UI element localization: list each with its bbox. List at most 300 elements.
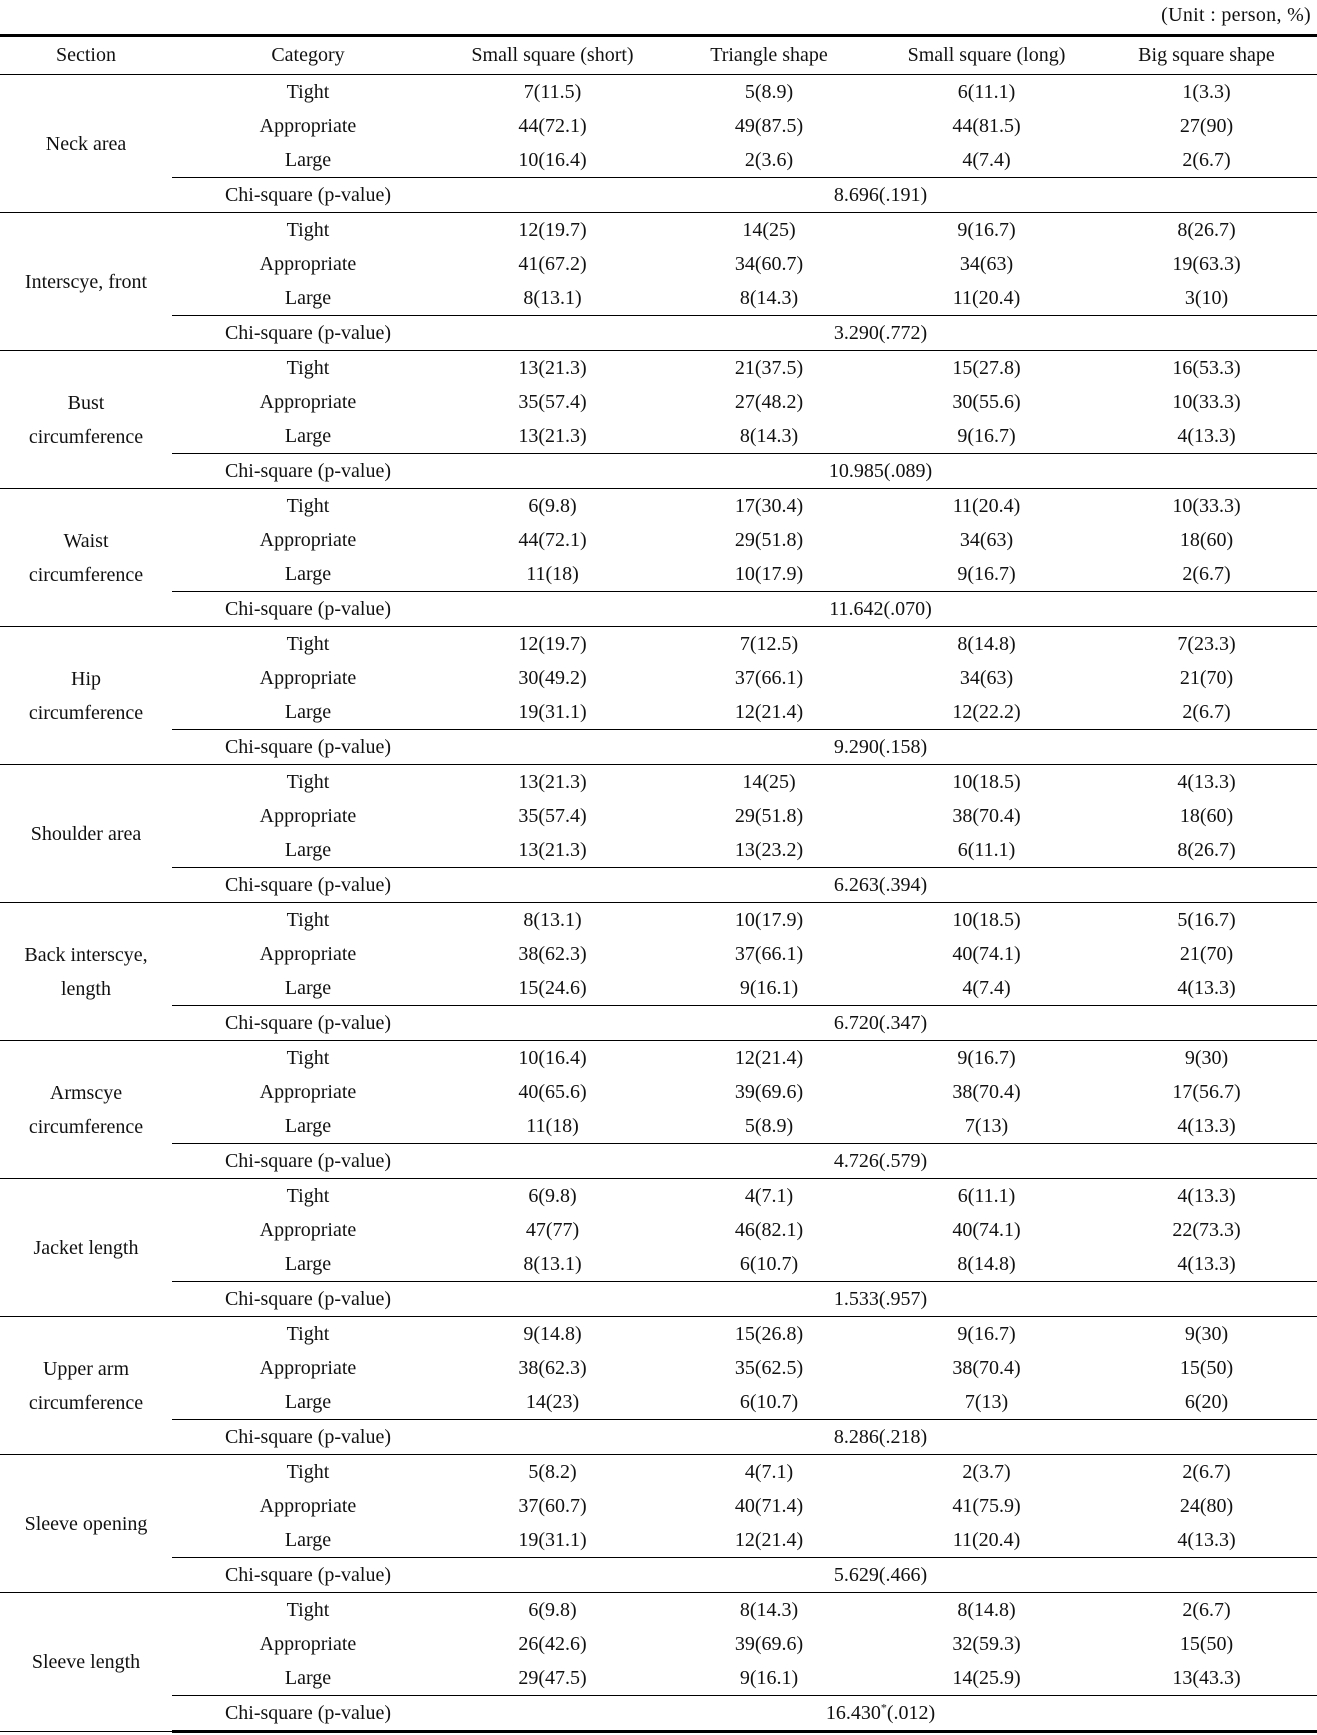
value-cell: 4(13.3) bbox=[1177, 1253, 1236, 1275]
category-cell: Tight bbox=[286, 771, 330, 793]
value-cell: 9(16.7) bbox=[957, 1047, 1016, 1069]
category-cell: Large bbox=[284, 1529, 332, 1551]
value-cell: 3(10) bbox=[1184, 287, 1229, 309]
value-cell: 6(20) bbox=[1184, 1391, 1229, 1413]
table-row bbox=[0, 661, 1317, 695]
table-row bbox=[0, 833, 1317, 868]
category-cell: Appropriate bbox=[259, 529, 357, 551]
chi-square-row bbox=[0, 1558, 1317, 1593]
value-cell: 10(16.4) bbox=[518, 1047, 587, 1069]
value-cell: 21(70) bbox=[1179, 943, 1234, 965]
value-cell: 9(14.8) bbox=[523, 1323, 582, 1345]
header-section: Section bbox=[0, 36, 172, 75]
chi-square-text bbox=[826, 1702, 935, 1724]
category-cell: Large bbox=[284, 149, 332, 171]
value-cell: 15(50) bbox=[1179, 1357, 1234, 1379]
category-cell: Large bbox=[284, 563, 332, 585]
chi-square-value bbox=[444, 454, 1317, 489]
chi-square-label: Chi-square (p-value) bbox=[172, 1420, 444, 1455]
value-cell: 7(13) bbox=[964, 1391, 1009, 1413]
value-cell: 38(70.4) bbox=[952, 1081, 1021, 1103]
value-cell: 15(50) bbox=[1179, 1633, 1234, 1655]
value-cell: 35(62.5) bbox=[734, 1357, 804, 1379]
chi-square-value bbox=[444, 1144, 1317, 1179]
table-row bbox=[0, 1385, 1317, 1420]
section-name bbox=[0, 1593, 172, 1732]
value-cell: 5(8.9) bbox=[744, 81, 794, 103]
value-cell: 4(13.3) bbox=[1177, 977, 1236, 999]
value-cell: 38(62.3) bbox=[518, 943, 587, 965]
chi-square-text: 3.290(.772) bbox=[833, 322, 928, 344]
value-cell: 18(60) bbox=[1179, 805, 1234, 827]
table-row bbox=[0, 351, 1317, 386]
value-cell: 7(11.5) bbox=[523, 81, 582, 103]
chi-square-row bbox=[0, 1144, 1317, 1179]
value-cell: 10(17.9) bbox=[734, 563, 804, 585]
category-cell: Large bbox=[284, 287, 332, 309]
value-cell: 8(13.1) bbox=[523, 1253, 582, 1275]
value-cell: 13(21.3) bbox=[518, 357, 587, 379]
table-row bbox=[0, 695, 1317, 730]
table-row bbox=[0, 75, 1317, 110]
header-big-square-shape: Big square shape bbox=[1096, 36, 1317, 75]
value-cell: 15(27.8) bbox=[952, 357, 1021, 379]
value-cell: 6(10.7) bbox=[739, 1253, 799, 1275]
value-cell: 27(90) bbox=[1179, 115, 1234, 137]
table-row bbox=[0, 1247, 1317, 1282]
section-name-line: Bust bbox=[67, 391, 105, 414]
value-cell: 7(12.5) bbox=[739, 633, 799, 655]
value-cell: 2(6.7) bbox=[1182, 149, 1231, 171]
table-row bbox=[0, 109, 1317, 143]
chi-square-label: Chi-square (p-value) bbox=[172, 730, 444, 765]
chi-square-text: 11.642(.070) bbox=[829, 598, 932, 620]
table-row bbox=[0, 489, 1317, 524]
section-name-line: Back interscye, bbox=[24, 943, 148, 966]
section-name-line: circumference bbox=[28, 701, 144, 724]
category-cell: Tight bbox=[286, 357, 330, 379]
chi-square-value bbox=[444, 316, 1317, 351]
value-cell: 9(16.7) bbox=[957, 425, 1016, 447]
value-cell: 40(65.6) bbox=[518, 1081, 587, 1103]
value-cell: 13(21.3) bbox=[518, 425, 587, 447]
value-cell: 35(57.4) bbox=[518, 805, 587, 827]
value-cell: 9(16.7) bbox=[957, 563, 1016, 585]
value-cell: 10(33.3) bbox=[1172, 391, 1241, 413]
value-cell: 15(26.8) bbox=[734, 1323, 804, 1345]
value-cell: 21(70) bbox=[1179, 667, 1234, 689]
value-cell: 13(43.3) bbox=[1172, 1667, 1241, 1689]
value-cell: 4(7.1) bbox=[744, 1461, 794, 1483]
chi-square-text: 5.629(.466) bbox=[833, 1564, 928, 1586]
value-cell: 6(10.7) bbox=[739, 1391, 799, 1413]
value-cell: 2(6.7) bbox=[1182, 1461, 1231, 1483]
chi-square-label: Chi-square (p-value) bbox=[172, 592, 444, 627]
chi-square-value bbox=[444, 1696, 1317, 1732]
table-row bbox=[0, 1593, 1317, 1628]
value-cell: 26(42.6) bbox=[518, 1633, 587, 1655]
value-cell: 29(51.8) bbox=[734, 805, 804, 827]
category-cell: Appropriate bbox=[259, 943, 357, 965]
chi-square-text: 10.985(.089) bbox=[828, 460, 933, 482]
value-cell: 12(19.7) bbox=[518, 219, 587, 241]
category-cell: Appropriate bbox=[259, 667, 357, 689]
value-cell: 12(22.2) bbox=[952, 701, 1021, 723]
value-cell: 9(16.1) bbox=[739, 977, 799, 999]
table-row bbox=[0, 937, 1317, 971]
value-cell: 11(18) bbox=[526, 563, 579, 585]
table-row bbox=[0, 143, 1317, 178]
category-cell: Tight bbox=[286, 1323, 330, 1345]
value-cell: 9(30) bbox=[1184, 1323, 1229, 1345]
section-name bbox=[0, 75, 172, 213]
table-row bbox=[0, 1351, 1317, 1385]
chi-square-row bbox=[0, 178, 1317, 213]
value-cell: 32(59.3) bbox=[952, 1633, 1021, 1655]
table-row bbox=[0, 1317, 1317, 1352]
value-cell: 11(18) bbox=[526, 1115, 579, 1137]
value-cell: 8(14.8) bbox=[957, 633, 1016, 655]
value-cell: 14(25) bbox=[742, 219, 796, 241]
value-cell: 13(21.3) bbox=[518, 839, 587, 861]
value-cell: 44(72.1) bbox=[518, 529, 587, 551]
table-row bbox=[0, 765, 1317, 800]
table-row bbox=[0, 419, 1317, 454]
chi-square-label: Chi-square (p-value) bbox=[172, 316, 444, 351]
chi-square-row bbox=[0, 1696, 1317, 1732]
category-cell: Appropriate bbox=[259, 805, 357, 827]
section-name-line: circumference bbox=[28, 563, 144, 586]
value-cell: 24(80) bbox=[1179, 1495, 1234, 1517]
category-cell: Large bbox=[284, 701, 332, 723]
category-cell: Large bbox=[284, 1115, 332, 1137]
category-cell: Appropriate bbox=[259, 1219, 357, 1241]
value-cell: 11(20.4) bbox=[952, 495, 1021, 517]
category-cell: Large bbox=[284, 425, 332, 447]
section-name bbox=[0, 1041, 172, 1179]
table-row bbox=[0, 523, 1317, 557]
category-cell: Large bbox=[284, 977, 332, 999]
chi-square-value bbox=[444, 1420, 1317, 1455]
value-cell: 5(8.9) bbox=[744, 1115, 794, 1137]
table-row bbox=[0, 1523, 1317, 1558]
header-small-square-short: Small square (short) bbox=[444, 36, 661, 75]
section-name bbox=[0, 213, 172, 351]
section-name bbox=[0, 351, 172, 489]
chi-square-label: Chi-square (p-value) bbox=[172, 1006, 444, 1041]
chi-square-text: 9.290(.158) bbox=[833, 736, 928, 758]
chi-square-value bbox=[444, 1558, 1317, 1593]
value-cell: 13(23.2) bbox=[734, 839, 804, 861]
table-row bbox=[0, 1661, 1317, 1696]
chi-square-label: Chi-square (p-value) bbox=[172, 1696, 444, 1732]
value-cell: 4(7.4) bbox=[962, 977, 1011, 999]
category-cell: Tight bbox=[286, 81, 330, 103]
table-row bbox=[0, 557, 1317, 592]
value-cell: 41(67.2) bbox=[518, 253, 587, 275]
value-cell: 49(87.5) bbox=[734, 115, 804, 137]
value-cell: 8(14.8) bbox=[957, 1253, 1016, 1275]
table-row bbox=[0, 799, 1317, 833]
section-name-line: circumference bbox=[28, 1391, 144, 1414]
chi-square-text: 8.286(.218) bbox=[833, 1426, 928, 1448]
section-name bbox=[0, 765, 172, 903]
results-table bbox=[0, 34, 1317, 1733]
table-row bbox=[0, 247, 1317, 281]
category-cell: Large bbox=[284, 839, 332, 861]
value-cell: 30(55.6) bbox=[952, 391, 1021, 413]
value-cell: 29(51.8) bbox=[734, 529, 804, 551]
table-row bbox=[0, 627, 1317, 662]
chi-statistic: 16.430 bbox=[825, 1702, 881, 1724]
value-cell: 15(24.6) bbox=[518, 977, 587, 999]
section-name-line: circumference bbox=[28, 425, 144, 448]
significance-marker: * bbox=[880, 1700, 887, 1715]
category-cell: Appropriate bbox=[259, 391, 357, 413]
category-cell: Appropriate bbox=[259, 1357, 357, 1379]
value-cell: 4(13.3) bbox=[1177, 425, 1236, 447]
chi-square-value bbox=[444, 592, 1317, 627]
value-cell: 8(14.8) bbox=[957, 1599, 1016, 1621]
section-name-line: Sleeve opening bbox=[24, 1512, 148, 1535]
value-cell: 2(6.7) bbox=[1182, 1599, 1231, 1621]
value-cell: 9(16.1) bbox=[739, 1667, 799, 1689]
value-cell: 4(13.3) bbox=[1177, 1115, 1236, 1137]
value-cell: 34(63) bbox=[959, 667, 1014, 689]
chi-square-value bbox=[444, 730, 1317, 765]
chi-square-text: 6.720(.347) bbox=[833, 1012, 928, 1034]
value-cell: 4(13.3) bbox=[1177, 771, 1236, 793]
value-cell: 39(69.6) bbox=[734, 1633, 804, 1655]
chi-square-value bbox=[444, 868, 1317, 903]
value-cell: 17(56.7) bbox=[1172, 1081, 1241, 1103]
category-cell: Appropriate bbox=[259, 1633, 357, 1655]
value-cell: 38(62.3) bbox=[518, 1357, 587, 1379]
value-cell: 37(60.7) bbox=[518, 1495, 587, 1517]
value-cell: 30(49.2) bbox=[518, 667, 587, 689]
value-cell: 12(21.4) bbox=[734, 701, 804, 723]
header-small-square-long: Small square (long) bbox=[877, 36, 1096, 75]
value-cell: 6(9.8) bbox=[528, 1185, 577, 1207]
header-row bbox=[0, 36, 1317, 75]
section-name-line: Upper arm bbox=[42, 1357, 130, 1380]
table-row bbox=[0, 1109, 1317, 1144]
value-cell: 2(3.6) bbox=[744, 149, 794, 171]
value-cell: 34(60.7) bbox=[734, 253, 804, 275]
table-row bbox=[0, 1489, 1317, 1523]
value-cell: 8(13.1) bbox=[523, 909, 582, 931]
category-cell: Appropriate bbox=[259, 1495, 357, 1517]
value-cell: 38(70.4) bbox=[952, 805, 1021, 827]
chi-square-row bbox=[0, 454, 1317, 489]
value-cell: 10(18.5) bbox=[952, 771, 1021, 793]
category-cell: Tight bbox=[286, 219, 330, 241]
value-cell: 4(13.3) bbox=[1177, 1185, 1236, 1207]
chi-square-text: 6.263(.394) bbox=[833, 874, 928, 896]
value-cell: 7(13) bbox=[964, 1115, 1009, 1137]
chi-square-value bbox=[444, 178, 1317, 213]
category-cell: Appropriate bbox=[259, 115, 357, 137]
category-cell: Tight bbox=[286, 909, 330, 931]
value-cell: 47(77) bbox=[525, 1219, 580, 1241]
value-cell: 12(19.7) bbox=[518, 633, 587, 655]
value-cell: 5(8.2) bbox=[528, 1461, 577, 1483]
value-cell: 2(6.7) bbox=[1182, 701, 1231, 723]
header-triangle-shape: Triangle shape bbox=[661, 36, 877, 75]
value-cell: 21(37.5) bbox=[734, 357, 804, 379]
value-cell: 8(26.7) bbox=[1177, 839, 1236, 861]
value-cell: 8(26.7) bbox=[1177, 219, 1236, 241]
section-name-line: Waist bbox=[63, 529, 109, 552]
section-name-line: Neck area bbox=[45, 132, 127, 155]
value-cell: 11(20.4) bbox=[952, 287, 1021, 309]
header-category: Category bbox=[172, 36, 444, 75]
table-row bbox=[0, 1455, 1317, 1490]
value-cell: 4(7.4) bbox=[962, 149, 1011, 171]
category-cell: Large bbox=[284, 1253, 332, 1275]
value-cell: 29(47.5) bbox=[518, 1667, 587, 1689]
value-cell: 35(57.4) bbox=[518, 391, 587, 413]
section-name-line: Jacket length bbox=[33, 1236, 139, 1259]
value-cell: 8(14.3) bbox=[739, 287, 799, 309]
section-name bbox=[0, 489, 172, 627]
section-name-line: Hip bbox=[71, 667, 101, 690]
chi-square-text: 1.533(.957) bbox=[833, 1288, 928, 1310]
table-row bbox=[0, 213, 1317, 248]
section-name bbox=[0, 1317, 172, 1455]
category-cell: Appropriate bbox=[259, 1081, 357, 1103]
value-cell: 34(63) bbox=[959, 529, 1014, 551]
category-cell: Tight bbox=[286, 1599, 330, 1621]
table-row bbox=[0, 1075, 1317, 1109]
chi-square-value bbox=[444, 1006, 1317, 1041]
value-cell: 14(25) bbox=[742, 771, 796, 793]
category-cell: Appropriate bbox=[259, 253, 357, 275]
value-cell: 19(31.1) bbox=[518, 1529, 587, 1551]
value-cell: 14(25.9) bbox=[952, 1667, 1021, 1689]
table-row bbox=[0, 971, 1317, 1006]
table-row bbox=[0, 1627, 1317, 1661]
value-cell: 10(33.3) bbox=[1172, 495, 1241, 517]
value-cell: 12(21.4) bbox=[734, 1047, 804, 1069]
section-name bbox=[0, 627, 172, 765]
value-cell: 17(30.4) bbox=[734, 495, 804, 517]
value-cell: 27(48.2) bbox=[734, 391, 804, 413]
section-name-line: Sleeve length bbox=[31, 1651, 141, 1673]
value-cell: 6(9.8) bbox=[528, 495, 577, 517]
chi-square-label: Chi-square (p-value) bbox=[172, 1558, 444, 1593]
value-cell: 19(63.3) bbox=[1172, 253, 1241, 275]
category-cell: Tight bbox=[286, 495, 330, 517]
section-name-line: circumference bbox=[28, 1115, 144, 1138]
chi-square-row bbox=[0, 1420, 1317, 1455]
value-cell: 10(17.9) bbox=[734, 909, 804, 931]
section-name-line: Armscye bbox=[49, 1081, 123, 1104]
chi-square-label: Chi-square (p-value) bbox=[172, 178, 444, 213]
value-cell: 22(73.3) bbox=[1172, 1219, 1241, 1241]
value-cell: 4(13.3) bbox=[1177, 1529, 1236, 1551]
value-cell: 38(70.4) bbox=[952, 1357, 1021, 1379]
section-name-line: length bbox=[61, 977, 111, 1000]
value-cell: 46(82.1) bbox=[734, 1219, 804, 1241]
table-row bbox=[0, 385, 1317, 419]
chi-square-row bbox=[0, 1282, 1317, 1317]
category-cell: Tight bbox=[286, 1185, 330, 1207]
value-cell: 10(18.5) bbox=[952, 909, 1021, 931]
chi-square-text: 8.696(.191) bbox=[833, 184, 928, 206]
value-cell: 34(63) bbox=[959, 253, 1014, 275]
table-row bbox=[0, 903, 1317, 938]
value-cell: 19(31.1) bbox=[518, 701, 587, 723]
category-cell: Tight bbox=[286, 633, 330, 655]
value-cell: 9(30) bbox=[1184, 1047, 1229, 1069]
value-cell: 8(14.3) bbox=[739, 425, 799, 447]
table-row bbox=[0, 1179, 1317, 1214]
value-cell: 6(11.1) bbox=[957, 1185, 1016, 1207]
value-cell: 7(23.3) bbox=[1177, 633, 1236, 655]
value-cell: 11(20.4) bbox=[952, 1529, 1021, 1551]
value-cell: 13(21.3) bbox=[518, 771, 587, 793]
chi-square-row bbox=[0, 730, 1317, 765]
section-name bbox=[0, 903, 172, 1041]
chi-square-row bbox=[0, 868, 1317, 903]
category-cell: Large bbox=[284, 1391, 332, 1413]
value-cell: 8(14.3) bbox=[739, 1599, 799, 1621]
value-cell: 14(23) bbox=[525, 1391, 580, 1413]
chi-square-row bbox=[0, 1006, 1317, 1041]
value-cell: 6(11.1) bbox=[957, 839, 1016, 861]
value-cell: 37(66.1) bbox=[734, 667, 804, 689]
value-cell: 2(3.7) bbox=[962, 1461, 1011, 1483]
value-cell: 40(74.1) bbox=[952, 1219, 1021, 1241]
value-cell: 40(74.1) bbox=[952, 943, 1021, 965]
category-cell: Tight bbox=[286, 1461, 330, 1483]
chi-square-row bbox=[0, 592, 1317, 627]
value-cell: 6(9.8) bbox=[528, 1599, 577, 1621]
value-cell: 44(72.1) bbox=[518, 115, 587, 137]
table-row bbox=[0, 1041, 1317, 1076]
unit-note: (Unit : person, %) bbox=[1161, 4, 1311, 26]
section-name-line: Shoulder area bbox=[30, 822, 142, 845]
value-cell: 5(16.7) bbox=[1177, 909, 1236, 931]
chi-square-label: Chi-square (p-value) bbox=[172, 1144, 444, 1179]
value-cell: 41(75.9) bbox=[952, 1495, 1021, 1517]
chi-square-label: Chi-square (p-value) bbox=[172, 868, 444, 903]
value-cell: 12(21.4) bbox=[734, 1529, 804, 1551]
value-cell: 4(7.1) bbox=[744, 1185, 794, 1207]
chi-square-label: Chi-square (p-value) bbox=[172, 1282, 444, 1317]
table-row bbox=[0, 1213, 1317, 1247]
value-cell: 6(11.1) bbox=[957, 81, 1016, 103]
chi-square-text: 4.726(.579) bbox=[833, 1150, 928, 1172]
table-body bbox=[0, 75, 1317, 1732]
value-cell: 40(71.4) bbox=[734, 1495, 804, 1517]
value-cell: 2(6.7) bbox=[1182, 563, 1231, 585]
table-row bbox=[0, 281, 1317, 316]
chi-square-row bbox=[0, 316, 1317, 351]
value-cell: 9(16.7) bbox=[957, 1323, 1016, 1345]
value-cell: 10(16.4) bbox=[518, 149, 587, 171]
value-cell: 1(3.3) bbox=[1182, 81, 1231, 103]
value-cell: 18(60) bbox=[1179, 529, 1234, 551]
value-cell: 44(81.5) bbox=[952, 115, 1021, 137]
chi-square-value bbox=[444, 1282, 1317, 1317]
section-name-line: Interscye, front bbox=[24, 270, 148, 293]
value-cell: 8(13.1) bbox=[523, 287, 582, 309]
category-cell: Large bbox=[284, 1667, 332, 1689]
chi-p-value: (.012) bbox=[886, 1702, 936, 1724]
value-cell: 39(69.6) bbox=[734, 1081, 804, 1103]
